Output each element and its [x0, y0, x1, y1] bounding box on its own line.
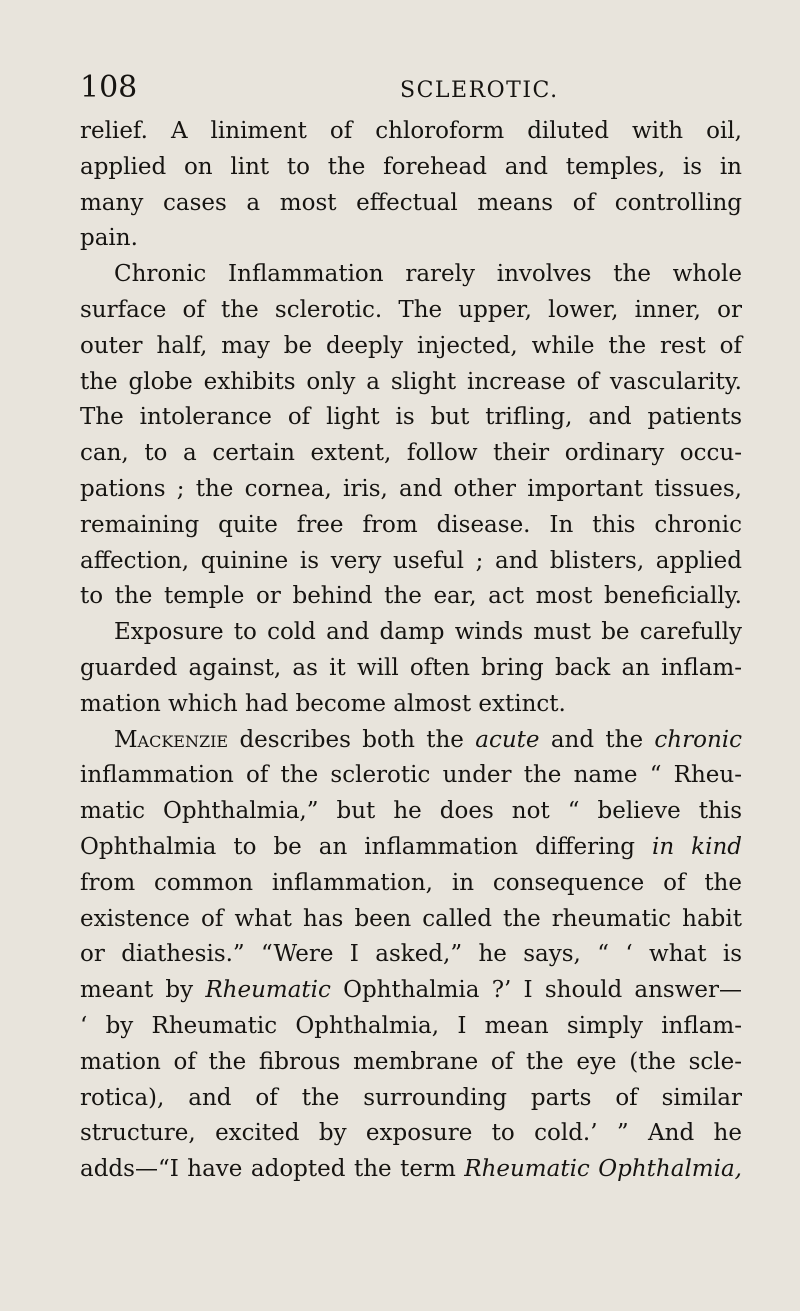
text-run: Ophthalmia to be an inflammation differing [80, 833, 652, 860]
text-run: adds—“I have adopted the term [80, 1156, 465, 1183]
italic-term: in kind [652, 833, 742, 860]
page-number: 108 [80, 70, 138, 105]
text-line: affection, quinine is very useful ; and blisters, applied [80, 547, 742, 574]
text-line: The intolerance of light is but trifling, and patients [80, 404, 742, 431]
text-line: surface of the sclerotic. The upper, lower, inner, or [80, 296, 742, 323]
text-line [80, 830, 742, 866]
author-name: Mackenzie [114, 726, 229, 753]
text-run: describes both the [228, 726, 476, 753]
text-line [80, 1152, 742, 1188]
italic-term: chronic [654, 726, 742, 753]
text-line: pain. [80, 225, 138, 252]
text-run: and the [539, 726, 655, 753]
text-line: or diathesis.” “Were I asked,” he says, “ ‘ what is [80, 941, 742, 968]
text-line: Exposure to cold and damp winds must be carefully [114, 619, 742, 646]
text-line: to the temple or behind the ear, act most beneficially. [80, 583, 742, 610]
body-text [80, 114, 742, 1188]
text-line: from common inflammation, in consequence of the [80, 869, 742, 896]
text-line: structure, excited by exposure to cold.’ ” And he [80, 1120, 742, 1147]
text-line: rotica), and of the surrounding parts of similar [80, 1084, 742, 1111]
text-line: ‘ by Rheumatic Ophthalmia, I mean simply inflam- [80, 1012, 742, 1039]
text-line: Chronic Inflammation rarely involves the whole [114, 261, 742, 288]
text-line: matic Ophthalmia,” but he does not “ believe this [80, 798, 742, 825]
running-head: SCLEROTIC. [400, 78, 559, 103]
text-line: the globe exhibits only a slight increase of vascularity. [80, 368, 742, 395]
text-line: relief. A liniment of chloroform diluted with oil, [80, 118, 742, 144]
text-line: remaining quite free from disease. In this chronic [80, 511, 742, 538]
text-line: pations ; the cornea, iris, and other important tissues, [80, 475, 742, 502]
italic-term: Rheumatic [205, 977, 331, 1004]
text-line: can, to a certain extent, follow their ordinary occu- [80, 440, 742, 467]
text-line: mation of the fibrous membrane of the eye (the scle- [80, 1048, 742, 1075]
italic-term: acute [475, 726, 540, 753]
text-line: mation which had become almost extinct. [80, 690, 566, 717]
text-line: existence of what has been called the rheumatic habit [80, 905, 742, 932]
text-line: guarded against, as it will often bring back an inflam- [80, 654, 742, 681]
text-line [80, 723, 742, 759]
text-run: meant by [80, 977, 206, 1004]
page-header [80, 70, 742, 110]
text-line: inflammation of the sclerotic under the name “ Rheu- [80, 762, 742, 789]
text-line [80, 973, 742, 1009]
italic-term: Rheumatic Ophthalmia, [464, 1156, 742, 1183]
text-line: many cases a most effectual means of controlling [80, 189, 742, 216]
text-run: Ophthalmia ?’ I should answer— [330, 977, 743, 1004]
text-line: outer half, may be deeply injected, while the rest of [80, 332, 742, 359]
text-line: applied on lint to the forehead and temples, is in [80, 153, 742, 180]
